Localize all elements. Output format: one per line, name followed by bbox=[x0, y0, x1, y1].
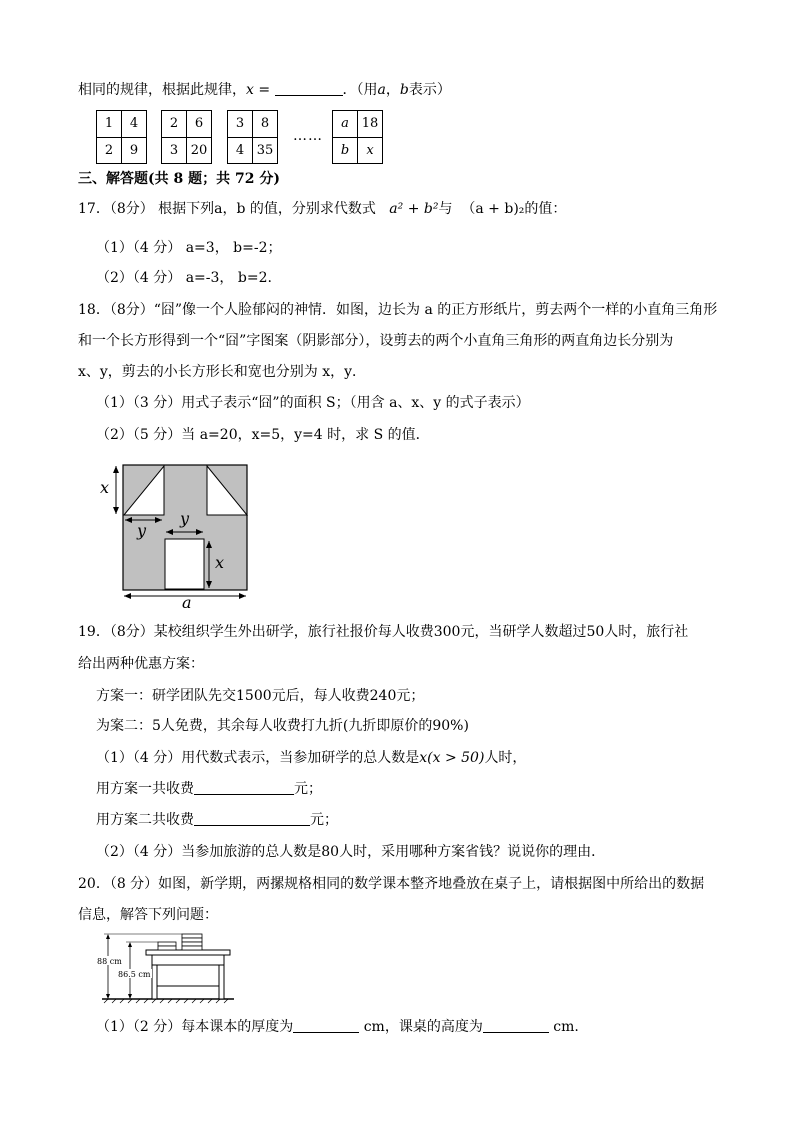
q17-title-text: 17．（8分） 根据下列a，b 的值，分别求代数式 bbox=[78, 201, 376, 217]
desk-top bbox=[146, 950, 230, 955]
q17-with: 与 bbox=[438, 201, 453, 217]
q19-fill2-tail: 元； bbox=[310, 812, 338, 828]
arrow-head bbox=[113, 466, 119, 473]
q20-thickness-blank[interactable] bbox=[293, 1018, 359, 1033]
q19-line2: 给出两种优惠方案： bbox=[78, 656, 204, 672]
grid-cell: x bbox=[358, 137, 383, 164]
grid-cell: 2 bbox=[97, 137, 122, 164]
cut-rectangle bbox=[165, 539, 204, 589]
q19-part1-tail: 人时， bbox=[484, 750, 527, 766]
book-stack-tall bbox=[182, 934, 202, 950]
q17-title bbox=[78, 199, 566, 219]
grid-cell: 18 bbox=[358, 111, 383, 138]
dim-label-y-left: y bbox=[137, 521, 147, 540]
grid-cell: 4 bbox=[228, 137, 253, 164]
arrow-head bbox=[128, 994, 132, 999]
q18-line1: 18．（8分）“囧”像一个人脸郁闷的神情．如图，边长为 a 的正方形纸片，剪去两个一样的小直角三角形 bbox=[78, 302, 718, 318]
q17-part1: （1）（4 分） a=3， b=-2； bbox=[96, 240, 282, 256]
intro-var: x bbox=[246, 82, 254, 98]
q18-line2: 和一个长方形得到一个“囧”字图案（阴影部分），设剪去的两个小直角三角形的两直角边长分别为 bbox=[78, 333, 674, 349]
grid-cell: 20 bbox=[187, 137, 212, 164]
number-grid-1 bbox=[96, 110, 147, 164]
grid-cell: 3 bbox=[228, 111, 253, 138]
intro-line bbox=[78, 80, 451, 100]
q19-part1-lead: （1）（4 分）用代数式表示，当参加研学的总人数是 bbox=[96, 750, 420, 766]
desk-leg-right bbox=[219, 965, 224, 999]
q20-part1-lead: （1）（2 分）每本课本的厚度为 bbox=[96, 1019, 294, 1035]
q19-fill1-blank[interactable] bbox=[194, 780, 294, 795]
arrow-head bbox=[113, 507, 119, 514]
grid-cell: 4 bbox=[122, 111, 147, 138]
grid-cell: 6 bbox=[187, 111, 212, 138]
q19-fill1-tail: 元； bbox=[294, 781, 322, 797]
q19-fill1-lead: 用方案一共收费 bbox=[96, 781, 194, 797]
arrow-head bbox=[106, 994, 110, 999]
q19-plan1: 方案一：研学团队先交1500元后，每人收费240元； bbox=[96, 688, 425, 704]
desk-figure bbox=[96, 928, 236, 1004]
q19-fill2 bbox=[96, 810, 338, 830]
dim-label-x-left: x bbox=[100, 478, 110, 497]
intro-var-a: a bbox=[377, 82, 386, 98]
q19-plan2: 为案二：5人免费，其余每人收费打九折(九折即原价的90%) bbox=[96, 718, 469, 734]
grid-cell: 9 bbox=[122, 137, 147, 164]
section-header: 三、解答题(共 8 题；共 72 分) bbox=[78, 171, 280, 187]
grid-cell: 1 bbox=[97, 111, 122, 138]
q20-part1-mid: cm，课桌的高度为 bbox=[359, 1019, 483, 1035]
q19-fill2-lead: 用方案二共收费 bbox=[96, 812, 194, 828]
intro-var-b: b bbox=[399, 82, 409, 98]
q18-line3: x、y，剪去的小长方形长和宽也分别为 x，y． bbox=[78, 364, 367, 380]
q18-part2: （2）（5 分）当 a=20，x=5，y=4 时，求 S 的值． bbox=[96, 427, 430, 443]
desk-drawer bbox=[152, 955, 224, 965]
number-grid-4 bbox=[332, 110, 383, 164]
intro-after: ．（用 bbox=[342, 82, 378, 98]
grid-ellipsis: …… bbox=[293, 128, 323, 144]
q19-fill1 bbox=[96, 779, 322, 799]
q17-expr1: a² + b² bbox=[389, 201, 439, 217]
book-stack-short bbox=[158, 942, 176, 950]
number-grid-3 bbox=[227, 110, 278, 164]
dim-label-x-mid: x bbox=[215, 553, 225, 572]
grid-cell: 8 bbox=[253, 111, 278, 138]
q19-part2: （2）（4 分）当参加旅游的总人数是80人时，采用哪种方案省钱？说说你的理由． bbox=[96, 844, 606, 860]
dim-label-865: 86.5 cm bbox=[118, 970, 151, 979]
arrow-head bbox=[128, 942, 132, 947]
grid-cell: 3 bbox=[162, 137, 187, 164]
arrow-head bbox=[106, 934, 110, 939]
arrow-head bbox=[124, 593, 131, 599]
intro-lead: 相同的规律，根据此规律， bbox=[78, 82, 246, 98]
q19-line1: 19．（8分）某校组织学生外出研学，旅行社报价每人收费300元，当研学人数超过50人时，旅行社 bbox=[78, 624, 689, 640]
q20-part1 bbox=[96, 1017, 579, 1037]
grid-cell: b bbox=[333, 137, 358, 164]
dim-label-88: 88 cm bbox=[97, 957, 122, 966]
intro-eq: = bbox=[253, 82, 275, 98]
q19-part1-math: x(x > 50) bbox=[419, 750, 485, 766]
dim-label-y-mid: y bbox=[180, 509, 190, 528]
q20-height-blank[interactable] bbox=[483, 1018, 549, 1033]
q17-expr2: （a + b)₂的值： bbox=[461, 201, 567, 217]
desk-leg-left bbox=[152, 965, 157, 999]
grid-cell: a bbox=[333, 111, 358, 138]
q20-line1: 20．（8 分）如图，新学期，两摞规格相同的数学课本整齐地叠放在桌子上，请根据图中所给出的数据 bbox=[78, 876, 705, 892]
intro-answer-blank[interactable] bbox=[275, 81, 343, 96]
q19-fill2-blank[interactable] bbox=[194, 811, 310, 826]
q18-part1: （1）（3 分）用式子表示“囧”的面积 S；（用含 a、x、y 的式子表示） bbox=[96, 395, 530, 411]
intro-comma: ， bbox=[385, 82, 400, 98]
intro-tail: 表示） bbox=[408, 82, 451, 98]
arrow-head bbox=[239, 593, 246, 599]
jiong-figure bbox=[96, 458, 256, 608]
grid-cell: 2 bbox=[162, 111, 187, 138]
grid-cell: 35 bbox=[253, 137, 278, 164]
q20-line2: 信息，解答下列问题： bbox=[78, 907, 218, 923]
dim-label-a: a bbox=[182, 593, 192, 608]
number-grid-2 bbox=[161, 110, 212, 164]
q17-part2: （2）（4 分） a=-3， b=2. bbox=[96, 270, 272, 286]
q20-part1-tail: cm. bbox=[548, 1019, 579, 1035]
q19-part1 bbox=[96, 748, 526, 768]
